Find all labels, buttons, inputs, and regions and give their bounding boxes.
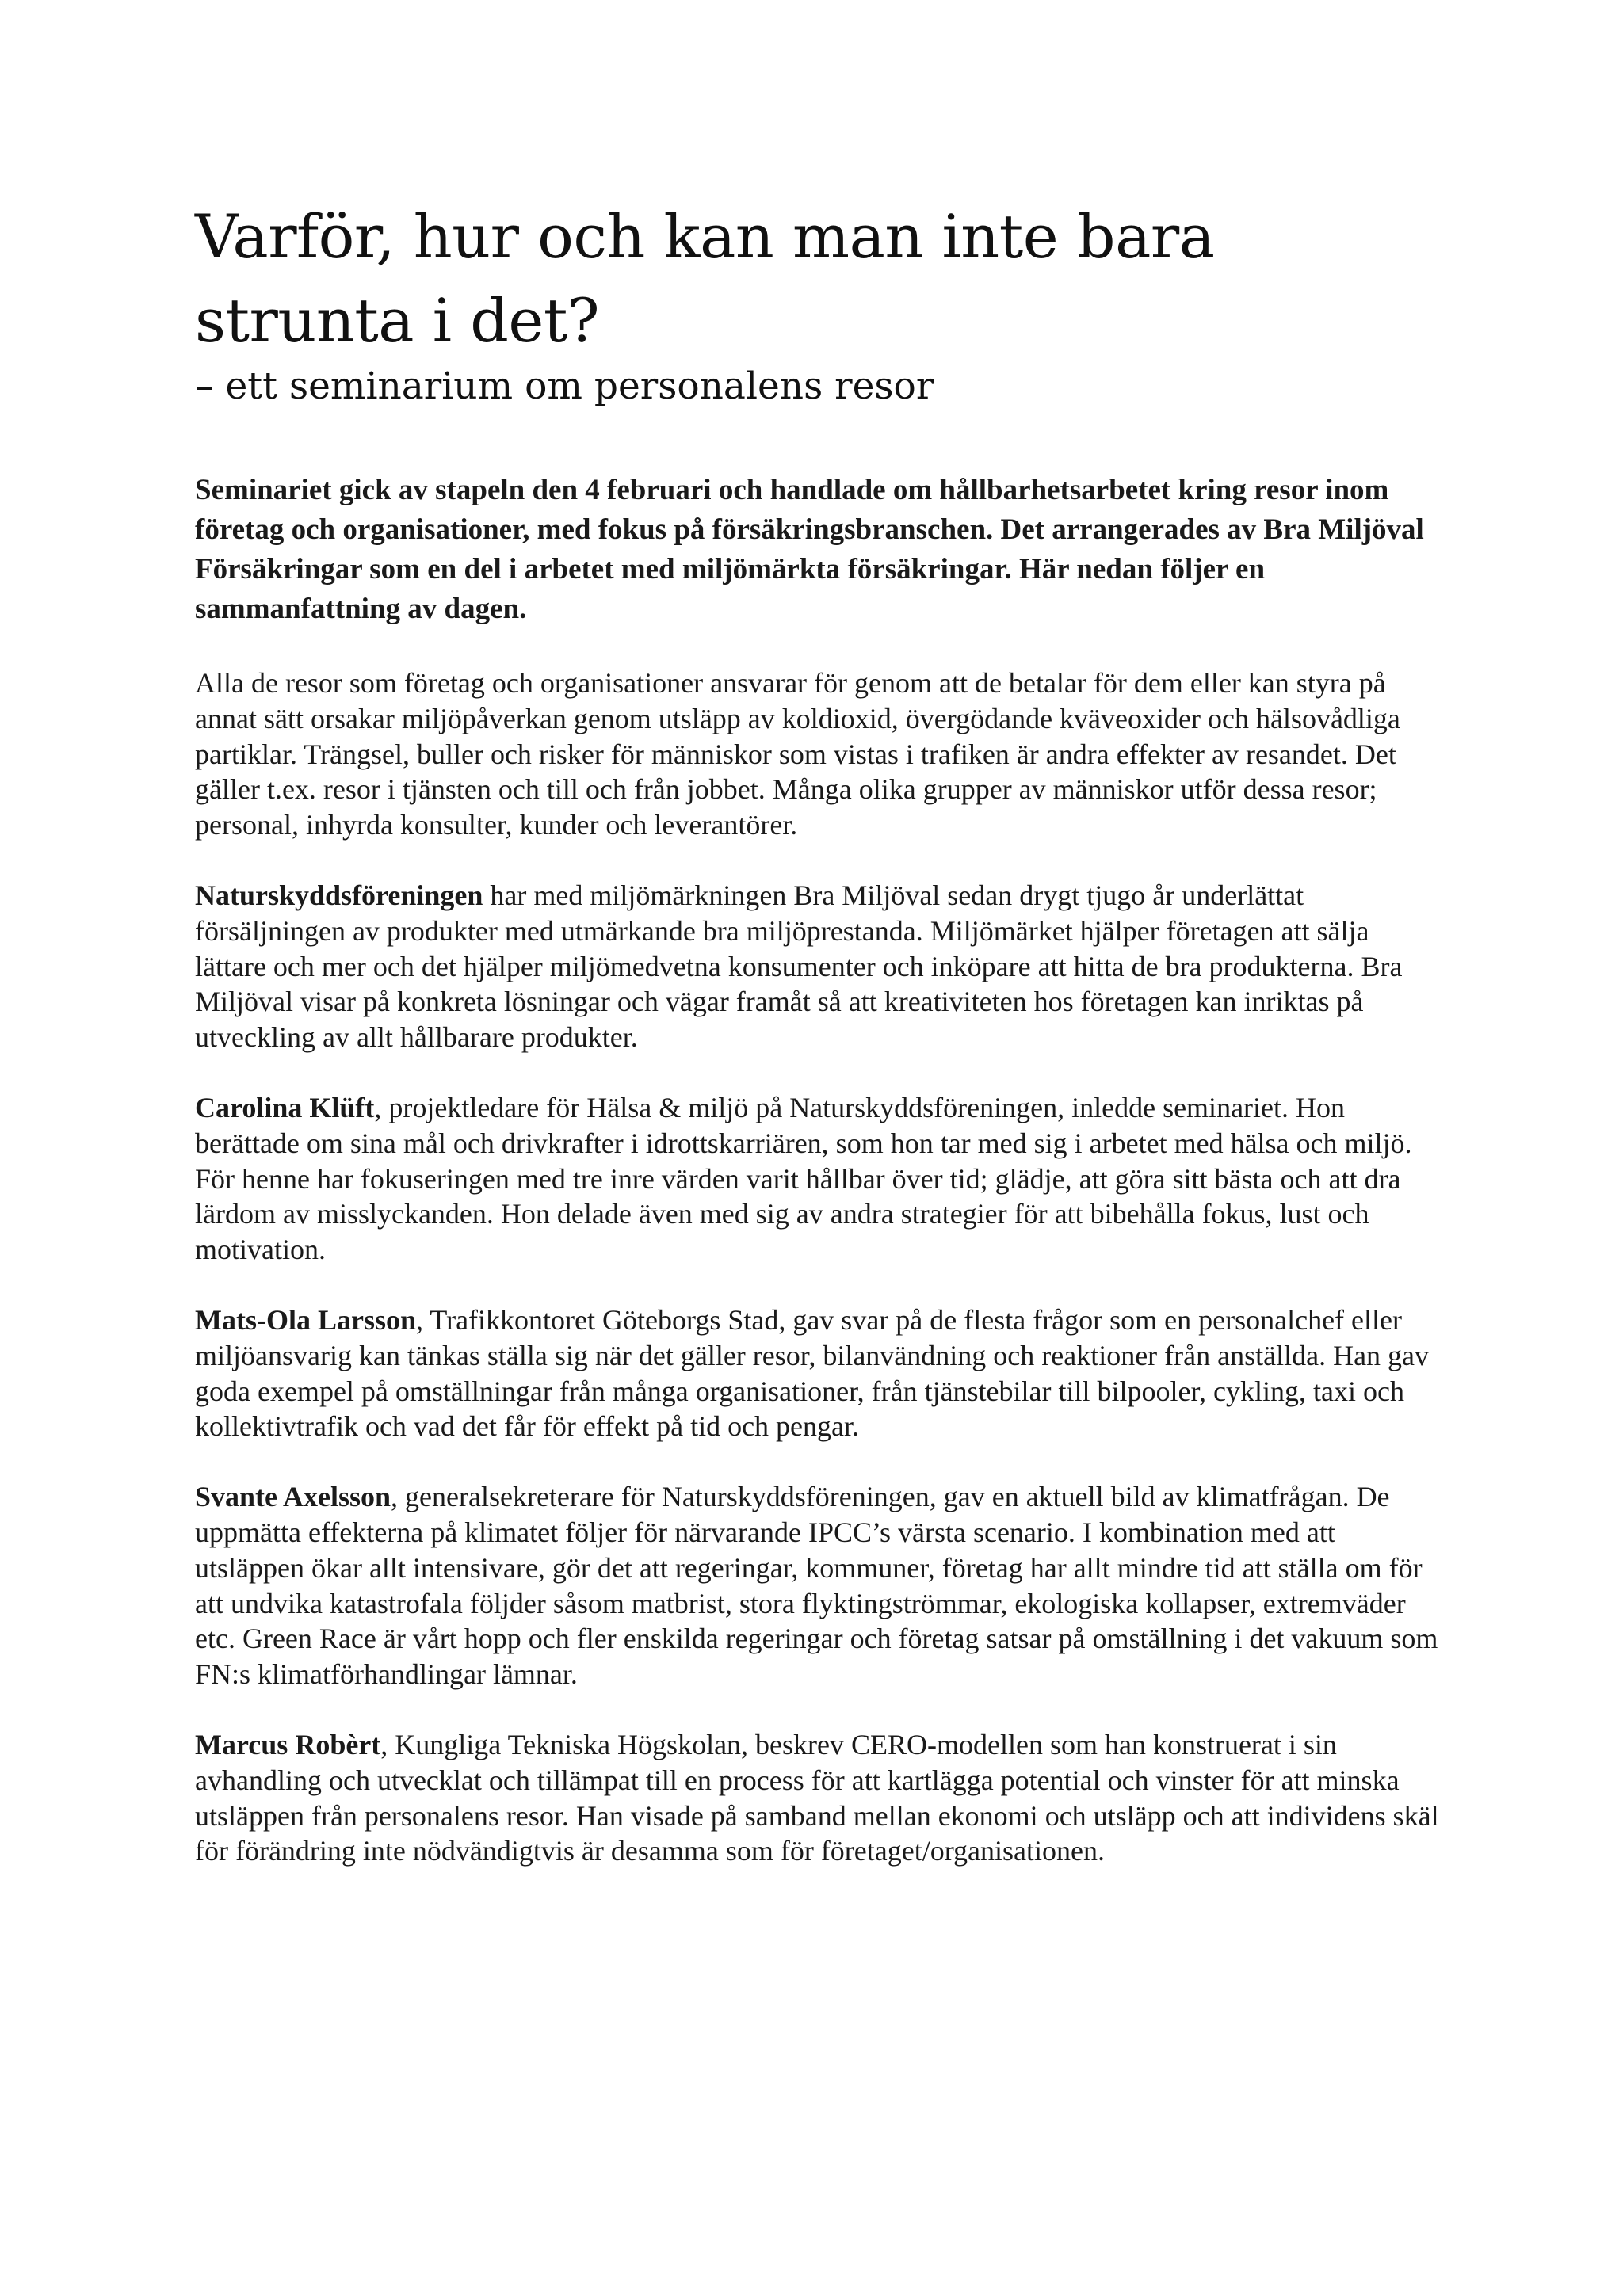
- paragraph-lead: Carolina Klüft: [195, 1091, 375, 1123]
- intro-paragraph: Seminariet gick av stapeln den 4 februari och handlade om hållbarhetsarbetet kring resor inom företag och organisationer, med fokus på försäkringsbranschen. Det arrangerades av Bra Miljöval Försäkringar som en del i arbetet med miljömärkta försäkringar. Här nedan följer en sammanfattning av dagen.: [195, 474, 1424, 625]
- paragraph-marcus-robert: [195, 1727, 1447, 1869]
- paragraph-svante-axelsson: [195, 1479, 1447, 1692]
- paragraph-text: , Trafikkontoret Göteborgs Stad, gav svar på de flesta frågor som en personalchef eller miljöansvarig kan tänkas ställa sig när det gäller resor, bilanvändning och reaktioner från anställda. Han gav goda exempel på omställningar från många organisationer, från tjänstebilar till bilpooler, cykling, taxi och kollektivtrafik och vad det får för effekt på tid och pengar.: [195, 1303, 1430, 1443]
- paragraph-lead: Naturskyddsföreningen: [195, 879, 483, 911]
- paragraph-lead: Svante Axelsson: [195, 1481, 391, 1513]
- paragraph-mats-ola-larsson: [195, 1302, 1447, 1444]
- paragraph-naturskyddsforeningen: [195, 878, 1447, 1055]
- paragraph-text: , Kungliga Tekniska Högskolan, beskrev CERO-modellen som han konstruerat i sin avhandling och utvecklat och tillämpat till en process för att kartlägga potential och vinster för att minska utsläppen från personalens resor. Han visade på samband mellan ekonomi och utsläpp och att individens skäl för förändring inte nödvändigtvis är desamma som för företaget/organisationen.: [195, 1728, 1439, 1867]
- paragraph-text: Alla de resor som företag och organisationer ansvarar för genom att de betalar för dem eller kan styra på annat sätt orsakar miljöpåverkan genom utsläpp av koldioxid, övergödande kväveoxider och hälsovådliga partiklar. Trängsel, buller och risker för människor som vistas i trafiken är andra effekter av resandet. Det gäller t.ex. resor i tjänsten och till och från jobbet. Många olika grupper av människor utför dessa resor; personal, inhyrda konsulter, kunder och leverantörer.: [195, 667, 1400, 841]
- paragraph-text: , projektledare för Hälsa & miljö på Naturskyddsföreningen, inledde seminariet. Hon berättade om sina mål och drivkrafter i idrottskarriären, som hon tar med sig i arbetet med hälsa och miljö. För henne har fokuseringen med tre inre värden varit hållbar över tid; glädje, att göra sitt bästa och att dra lärdom av misslyckanden. Hon delade även med sig av andra strategier för att bibehålla fokus, lust och motivation.: [195, 1091, 1412, 1266]
- paragraph-carolina-kluft: [195, 1090, 1447, 1268]
- paragraph-text: , generalsekreterare för Naturskyddsföreningen, gav en aktuell bild av klimatfrågan. De uppmätta effekterna på klimatet följer för närvarande IPCC’s värsta scenario. I kombination med att utsläppen ökar allt intensivare, gör det att regeringar, kommuner, företag har allt mindre tid att ställa om för att undvika katastrofala följder såsom matbrist, stora flyktingströmmar, ekologiska kollapser, extremväder etc. Green Race är vårt hopp och fler enskilda regeringar och företag satsar på omställning i det vakuum som FN:s klimatförhandlingar lämnar.: [195, 1481, 1438, 1691]
- document-page: [195, 195, 1447, 1904]
- document-title: Varför, hur och kan man inte bara strunta i det?: [195, 201, 1215, 356]
- paragraph-lead: Marcus Robèrt: [195, 1728, 381, 1760]
- document-subtitle: – ett seminarium om personalens resor: [195, 364, 934, 408]
- paragraph-lead: Mats-Ola Larsson: [195, 1303, 416, 1336]
- paragraph-text: har med miljömärkningen Bra Miljöval sedan drygt tjugo år underlättat försäljningen av produkter med utmärkande bra miljöprestanda. Miljömärket hjälper företagen att sälja lättare och mer och det hjälper miljömedvetna konsumenter och inköpare att hitta de bra produkterna. Bra Miljöval visar på konkreta lösningar och vägar framåt så att kreativiteten hos företagen kan inriktas på utveckling av allt hållbarare produkter.: [195, 879, 1403, 1054]
- paragraph-overview: [195, 666, 1447, 843]
